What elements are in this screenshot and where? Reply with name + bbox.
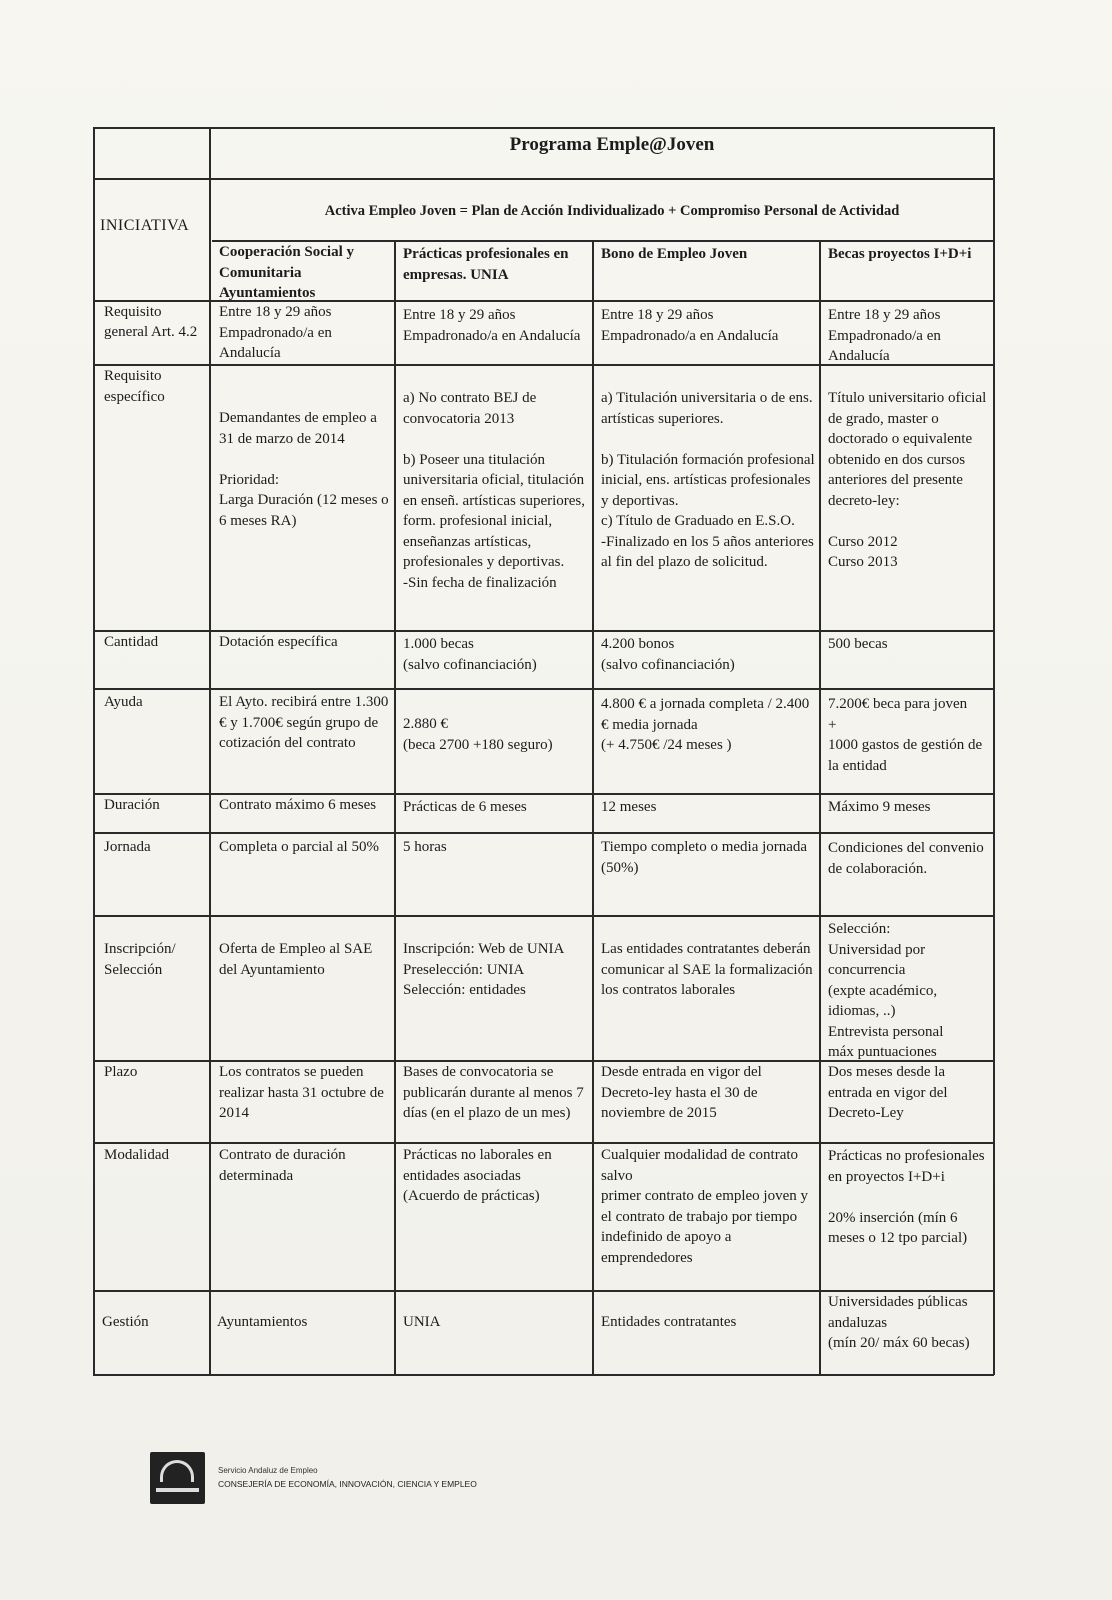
column-divider [592, 240, 594, 1375]
row-label-inscripcion-seleccion: Inscripción/ Selección [104, 941, 176, 978]
row-label-jornada: Jornada [104, 839, 151, 855]
table-cell: Oferta de Empleo al SAE del Ayuntamiento [219, 941, 373, 978]
table-cell: Desde entrada en vigor del Decreto-ley hasta el 30 de noviembre de 2015 [601, 1064, 762, 1121]
table-border-bottom [93, 1374, 994, 1376]
program-subtitle: Activa Empleo Joven = Plan de Acción Individualizado + Compromiso Personal de Actividad [324, 203, 900, 219]
table-cell: Los contratos se pueden realizar hasta 31 octubre de 2014 [219, 1064, 384, 1121]
column-header-practicas: Prácticas profesionales en empresas. UNIA [403, 246, 569, 283]
row-label-duracion: Duración [104, 797, 160, 813]
table-cell: Dos meses desde la entrada en vigor del Decreto-Ley [828, 1064, 948, 1121]
table-cell: 12 meses [601, 799, 657, 815]
table-cell: 4.800 € a jornada completa / 2.400 € media jornada (+ 4.750€ /24 meses ) [601, 696, 810, 753]
table-cell: Dotación específica [219, 634, 338, 650]
table-border-right [993, 127, 995, 1375]
row-label-requisito-especifico: Requisito específico [104, 368, 165, 405]
table-cell: UNIA [403, 1314, 441, 1330]
table-border-left [93, 127, 95, 1375]
table-cell: El Ayto. recibirá entre 1.300 € y 1.700€ según grupo de cotización del contrato [219, 694, 389, 751]
table-cell: Prácticas de 6 meses [403, 799, 527, 815]
table-cell: 7.200€ beca para joven + 1000 gastos de gestión de la entidad [828, 696, 983, 774]
footer-ministry-name: CONSEJERÍA DE ECONOMÍA, INNOVACIÓN, CIENCIA Y EMPLEO [218, 1479, 477, 1489]
table-cell: Completa o parcial al 50% [219, 839, 379, 855]
table-cell: Prácticas no laborales en entidades asociadas (Acuerdo de prácticas) [403, 1147, 552, 1204]
row-label-ayuda: Ayuda [104, 694, 143, 710]
table-cell: Contrato de duración determinada [219, 1147, 346, 1184]
table-cell: 500 becas [828, 636, 888, 652]
row-divider [93, 688, 994, 690]
table-cell: Tiempo completo o media jornada (50%) [601, 839, 808, 876]
row-divider [93, 1142, 994, 1144]
table-cell: Selección: Universidad por concurrencia (expte académico, idiomas, ..) Entrevista personal máx puntuaciones [828, 921, 944, 1060]
table-cell: Ayuntamientos [217, 1314, 308, 1330]
column-header-cooperacion: Cooperación Social y Comunitaria Ayuntamientos [219, 244, 354, 301]
column-header-bono: Bono de Empleo Joven [601, 246, 748, 262]
iniciativa-label: INICIATIVA [100, 217, 190, 234]
table-cell: Universidades públicas andaluzas (mín 20/ máx 60 becas) [828, 1294, 970, 1351]
table-cell: 4.200 bonos (salvo cofinanciación) [601, 636, 735, 673]
table-border-top [93, 127, 994, 129]
table-cell: Demandantes de empleo a 31 de marzo de 2014 Prioridad: Larga Duración (12 meses o 6 meses RA) [219, 410, 389, 529]
column-divider [819, 240, 821, 1375]
table-cell: a) Titulación universitaria o de ens. artísticas superiores. b) Titulación formación profesional inicial, ens. artísticas profesionales y deportivas. c) Título de Graduado en E.S.O. -Finalizado en los 5 años anteriores al fin del plazo de solicitud. [601, 390, 815, 570]
column-divider [394, 240, 396, 1375]
table-cell: Contrato máximo 6 meses [219, 797, 377, 813]
table-cell: a) No contrato BEJ de convocatoria 2013 b) Poseer una titulación universitaria oficial, titulación en enseñ. artísticas superiores, form. profesional inicial, enseñanzas artísticas, profesionales y deportivas. -Sin fecha de finalización [403, 390, 586, 591]
row-divider [93, 915, 994, 917]
row-divider [93, 832, 994, 834]
column-header-becas: Becas proyectos I+D+i [828, 246, 972, 262]
table-cell: Título universitario oficial de grado, master o doctorado o equivalente obtenido en dos cursos anteriores del presente decreto-ley: Curso 2012 Curso 2013 [828, 390, 987, 570]
table-cell: Bases de convocatoria se publicarán durante al menos 7 días (en el plazo de un mes) [403, 1064, 584, 1121]
table-cell: Condiciones del convenio de colaboración. [828, 840, 984, 877]
row-label-modalidad: Modalidad [104, 1147, 169, 1163]
footer-service-name: Servicio Andaluz de Empleo [218, 1466, 318, 1475]
table-cell: Cualquier modalidad de contrato salvo primer contrato de empleo joven y el contrato de trabajo por tiempo indefinido de apoyo a emprendedores [601, 1147, 809, 1266]
table-cell: Prácticas no profesionales en proyectos I+D+i 20% inserción (mín 6 meses o 12 tpo parcial) [828, 1148, 985, 1246]
table-cell: Las entidades contratantes deberán comunicar al SAE la formalización los contratos laborales [601, 941, 813, 998]
table-cell: Inscripción: Web de UNIA Preselección: UNIA Selección: entidades [403, 941, 565, 998]
table-cell: 1.000 becas (salvo cofinanciación) [403, 636, 537, 673]
column-divider [209, 127, 211, 1375]
row-label-cantidad: Cantidad [104, 634, 159, 650]
footer [150, 1452, 630, 1504]
row-label-plazo: Plazo [104, 1064, 138, 1080]
table-cell: 2.880 € (beca 2700 +180 seguro) [403, 716, 553, 753]
table-cell: Máximo 9 meses [828, 799, 931, 815]
junta-de-andalucia-logo [150, 1452, 205, 1504]
row-label-requisito-general: Requisito general Art. 4.2 [104, 304, 198, 340]
table-cell: Entre 18 y 29 años Empadronado/a en Andalucía [828, 307, 941, 364]
table-cell: Entre 18 y 29 años Empadronado/a en Andalucía [219, 304, 332, 361]
table-cell: Entre 18 y 29 años Empadronado/a en Andalucía [601, 307, 779, 344]
program-title: Programa Emple@Joven [509, 134, 715, 155]
table-cell: Entre 18 y 29 años Empadronado/a en Andalucía [403, 307, 581, 344]
row-label-gestion: Gestión [102, 1314, 149, 1330]
table-cell: Entidades contratantes [601, 1314, 737, 1330]
table-cell: 5 horas [403, 839, 447, 855]
row-divider [93, 178, 994, 180]
